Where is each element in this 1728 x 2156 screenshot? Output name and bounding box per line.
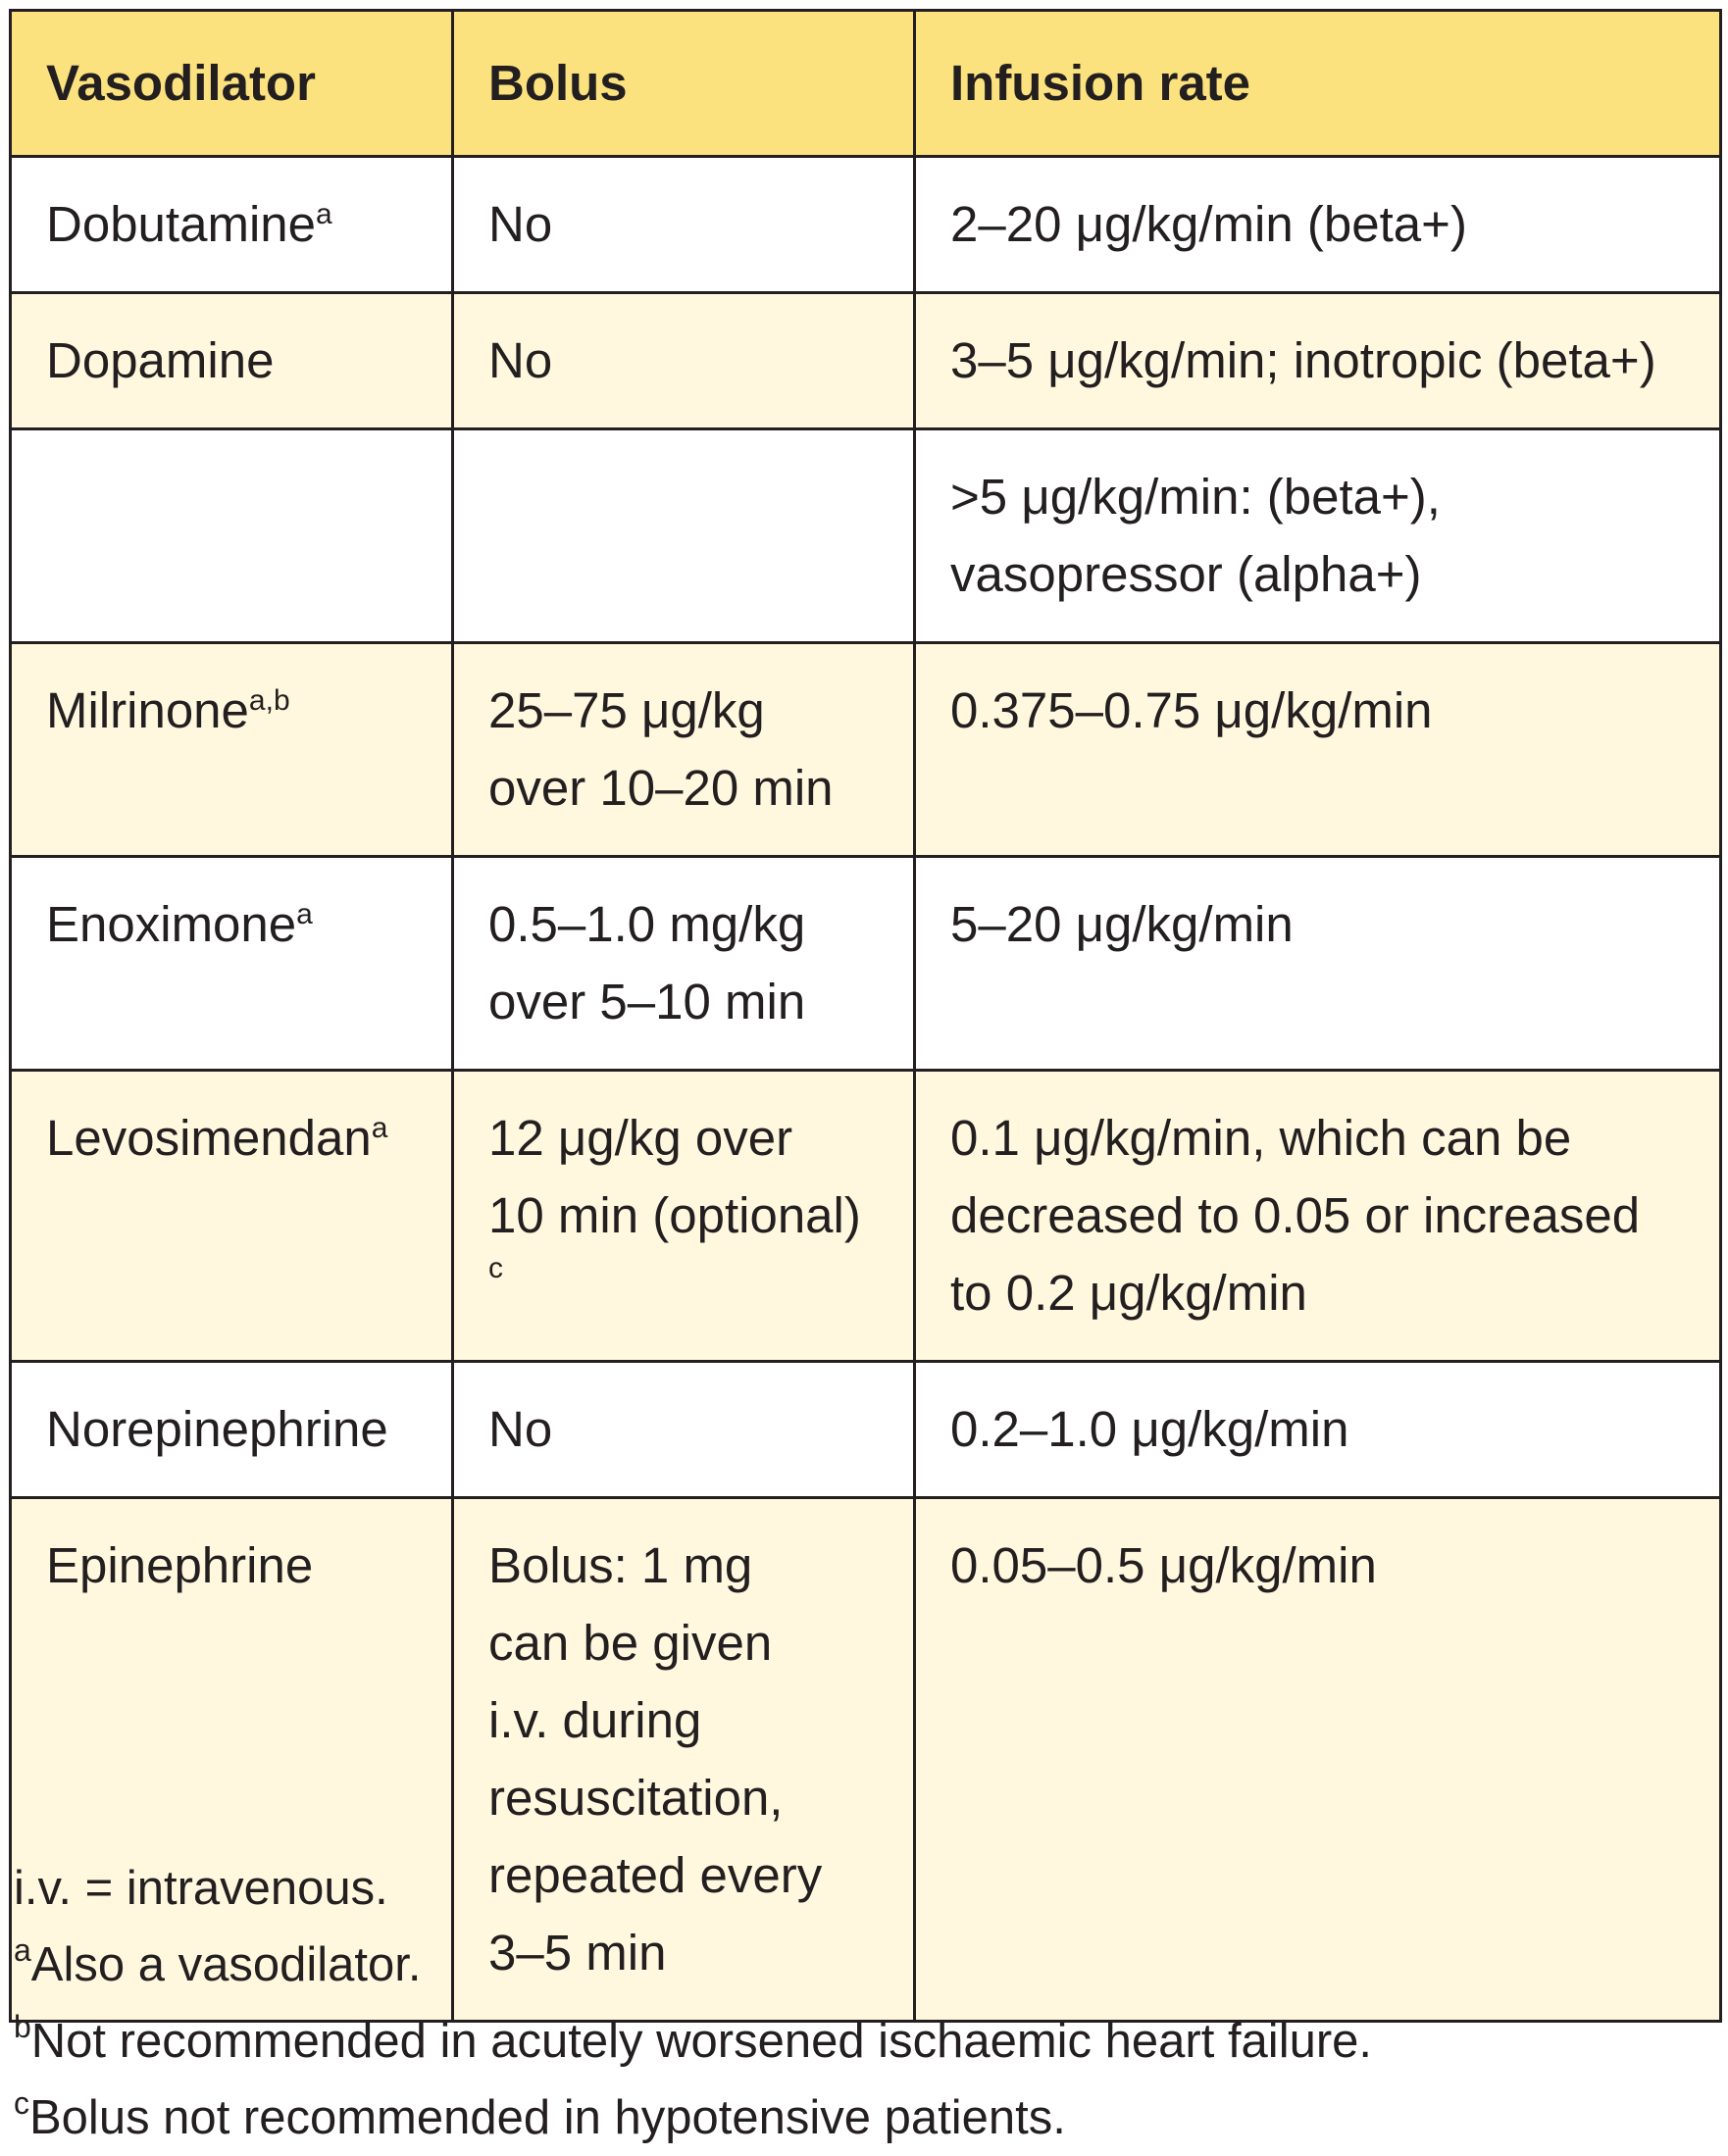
infusion-rate-text-line: to 0.2 μg/kg/min [950, 1265, 1307, 1321]
infusion-rate-cell [915, 429, 1721, 643]
bolus-text-line: i.v. during [488, 1692, 702, 1748]
footnote-a [14, 1927, 1710, 2003]
column-header-bolus: Bolus [453, 11, 915, 157]
footnote-marker: a [14, 1932, 31, 1968]
infusion-rate-text-line: 0.1 μg/kg/min, which can be [950, 1110, 1572, 1166]
infusion-rate-text-line: 2–20 μg/kg/min (beta+) [950, 196, 1467, 252]
infusion-rate-text-line: 0.375–0.75 μg/kg/min [950, 682, 1433, 738]
bolus-text-line: 3–5 min [488, 1925, 667, 1981]
bolus-text-line: 10 min (optional) [488, 1187, 861, 1243]
drug-name-cell [11, 857, 453, 1071]
bolus-text-line: over 10–20 min [488, 760, 834, 816]
infusion-rate-cell [915, 643, 1721, 857]
drug-dosage-table [9, 9, 1722, 2023]
table-row-dobutamine [11, 157, 1721, 293]
table-row-levosimendan [11, 1071, 1721, 1362]
footnote-text: i.v. = intravenous. [14, 1862, 388, 1915]
footnote-b [14, 2003, 1710, 2080]
drug-name: Milrinone [46, 682, 249, 738]
drug-name-cell [11, 1071, 453, 1362]
table-row-continued-2 [11, 429, 1721, 643]
footnote-text: Bolus not recommended in hypotensive patients. [29, 2091, 1066, 2144]
table-header-row [11, 11, 1721, 157]
footnote-c [14, 2080, 1710, 2156]
footnote-marker: a [296, 898, 313, 930]
footnote-marker: c [488, 1252, 503, 1284]
drug-name-cell [11, 157, 453, 293]
drug-name: Dopamine [46, 332, 275, 388]
footnote-text: Not recommended in acutely worsened ischaemic heart failure. [30, 2015, 1373, 2068]
table-row-enoximone [11, 857, 1721, 1071]
drug-name: Enoximone [46, 896, 297, 952]
bolus-text-line: No [488, 1401, 553, 1457]
drug-name-cell [11, 643, 453, 857]
infusion-rate-cell [915, 1071, 1721, 1362]
footnote-marker: c [14, 2085, 29, 2121]
infusion-rate-text-line: 3–5 μg/kg/min; inotropic (beta+) [950, 332, 1656, 388]
bolus-text-line: 25–75 μg/kg [488, 682, 765, 738]
drug-name-cell [11, 1362, 453, 1498]
bolus-text-line: 0.5–1.0 mg/kg [488, 896, 806, 952]
bolus-text-line: 12 μg/kg over [488, 1110, 793, 1166]
infusion-rate-cell [915, 857, 1721, 1071]
column-header-infusion-rate: Infusion rate [915, 11, 1721, 157]
drug-name-cell [11, 429, 453, 643]
footnote-marker: a [371, 1112, 388, 1144]
bolus-cell [453, 293, 915, 429]
bolus-text-line: over 5–10 min [488, 974, 806, 1029]
bolus-text-line: can be given [488, 1615, 773, 1671]
table-footnotes [14, 1850, 1710, 2156]
footnote-marker: a,b [248, 684, 290, 717]
table-body [11, 157, 1721, 2022]
infusion-rate-text-line: vasopressor (alpha+) [950, 546, 1422, 602]
table-row-norepinephrine [11, 1362, 1721, 1498]
drug-name: Norepinephrine [46, 1401, 388, 1457]
table-row-milrinone [11, 643, 1721, 857]
infusion-rate-text-line: 0.2–1.0 μg/kg/min [950, 1401, 1349, 1457]
drug-name: Epinephrine [46, 1537, 314, 1593]
footnote-text: Also a vasodilator. [30, 1938, 422, 1991]
infusion-rate-text-line: 5–20 μg/kg/min [950, 896, 1294, 952]
bolus-text-line: resuscitation, [488, 1770, 784, 1826]
infusion-rate-text-line: 0.05–0.5 μg/kg/min [950, 1537, 1377, 1593]
infusion-rate-text-line: >5 μg/kg/min: (beta+), [950, 469, 1441, 525]
table-row-dopamine [11, 293, 1721, 429]
footnote-marker: b [14, 2009, 31, 2044]
bolus-text-line: repeated every [488, 1847, 823, 1903]
infusion-rate-cell [915, 157, 1721, 293]
bolus-cell [453, 157, 915, 293]
bolus-text-line: No [488, 196, 553, 252]
infusion-rate-cell [915, 1362, 1721, 1498]
bolus-cell [453, 1071, 915, 1362]
bolus-cell [453, 1362, 915, 1498]
drug-name-cell [11, 293, 453, 429]
drug-name: Levosimendan [46, 1110, 372, 1166]
bolus-cell [453, 857, 915, 1071]
bolus-cell [453, 429, 915, 643]
column-header-vasodilator: Vasodilator [11, 11, 453, 157]
footnote-abbreviation [14, 1850, 1710, 1927]
infusion-rate-cell [915, 293, 1721, 429]
bolus-text-line: Bolus: 1 mg [488, 1537, 753, 1593]
drug-name: Dobutamine [46, 196, 316, 252]
footnote-marker: a [316, 198, 332, 230]
infusion-rate-text-line: decreased to 0.05 or increased [950, 1187, 1641, 1243]
bolus-text-line: No [488, 332, 553, 388]
bolus-cell [453, 643, 915, 857]
